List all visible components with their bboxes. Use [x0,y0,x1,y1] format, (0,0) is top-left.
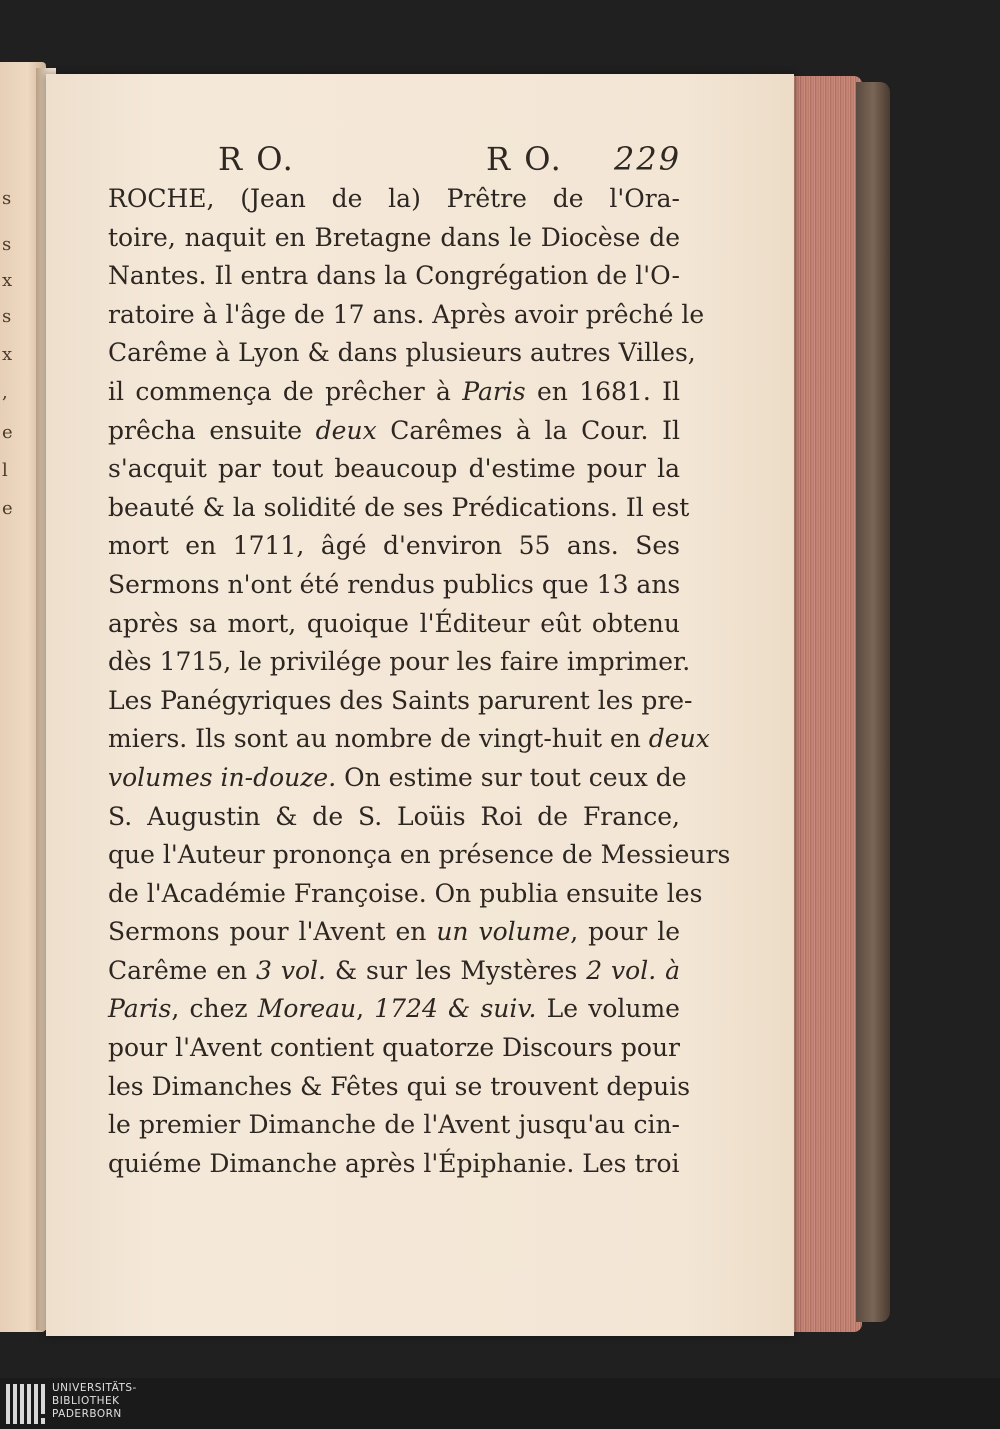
body-text [108,180,731,1183]
header-left: R O. [218,140,295,178]
text-line: pour l'Avent contient quatorze Discours pour [108,1033,680,1063]
text-line: Les Panégyriques des Saints parurent les pre- [108,685,693,715]
text-line: le premier Dimanche de l'Avent jusqu'au cin- [108,1110,680,1140]
text-line: quiéme Dimanche après l'Épiphanie. Les troi [108,1148,680,1178]
footer-bar [0,1378,1000,1429]
text-line: mort en 1711, âgé d'environ 55 ans. Ses [108,531,680,561]
text-line: Carême en 3 vol. & sur les Mystères 2 vol. à [108,955,680,985]
text-line: Sermons pour l'Avent en un volume, pour le [108,917,680,947]
page-block-edge [790,76,862,1332]
header-center: R O. [486,140,563,178]
logo-line: UNIVERSITÄTS- [52,1382,137,1394]
text-line: Carême à Lyon & dans plusieurs autres Villes, [108,338,696,368]
text-line: dès 1715, le privilége pour les faire imprimer. [108,647,691,677]
library-logo-icon [6,1384,46,1424]
left-margin-letters [2,62,16,1332]
text-line: S. Augustin & de S. Loüis Roi de France, [108,801,680,831]
margin-letter: x [2,344,13,365]
text-line: beauté & la solidité de ses Prédications. Il est [108,492,690,522]
page-number: 229 [614,140,682,178]
book-cover [856,82,890,1322]
text-line: Sermons n'ont été rendus publics que 13 ans [108,569,681,599]
margin-letter: x [2,270,13,291]
text-line: toire, naquit en Bretagne dans le Diocèse de [108,222,680,252]
text-line: prêcha ensuite deux Carêmes à la Cour. Il [108,415,680,445]
text-line: ROCHE, (Jean de la) Prêtre de l'Ora- [108,184,680,213]
text-line: Paris, chez Moreau, 1724 & suiv. Le volume [108,994,680,1024]
margin-letter: , [2,382,8,403]
text-line: miers. Ils sont au nombre de vingt-huit en deux [108,724,710,754]
text-line: s'acquit par tout beaucoup d'estime pour la [108,454,680,484]
margin-letter: s [2,188,12,209]
library-logo-text [52,1382,137,1421]
margin-letter: l [2,460,8,481]
text-line: volumes in-douze. On estime sur tout ceux de [108,762,687,792]
margin-letter: e [2,422,13,443]
margin-letter: s [2,306,12,327]
text-line: il commença de prêcher à Paris en 1681. Il [108,376,680,406]
logo-line: BIBLIOTHEK [52,1395,120,1407]
margin-letter: e [2,498,13,519]
text-line: ratoire à l'âge de 17 ans. Après avoir prêché le [108,299,705,329]
logo-line: PADERBORN [52,1408,122,1420]
text-line: après sa mort, quoique l'Éditeur eût obtenu [108,608,680,638]
text-line: Nantes. Il entra dans la Congrégation de l'O- [108,261,680,291]
text-line: de l'Académie Françoise. On publia ensuite les [108,878,703,908]
margin-letter: s [2,234,12,255]
text-line: les Dimanches & Fêtes qui se trouvent depuis [108,1071,691,1101]
text-line: que l'Auteur prononça en présence de Messieurs [108,840,731,870]
